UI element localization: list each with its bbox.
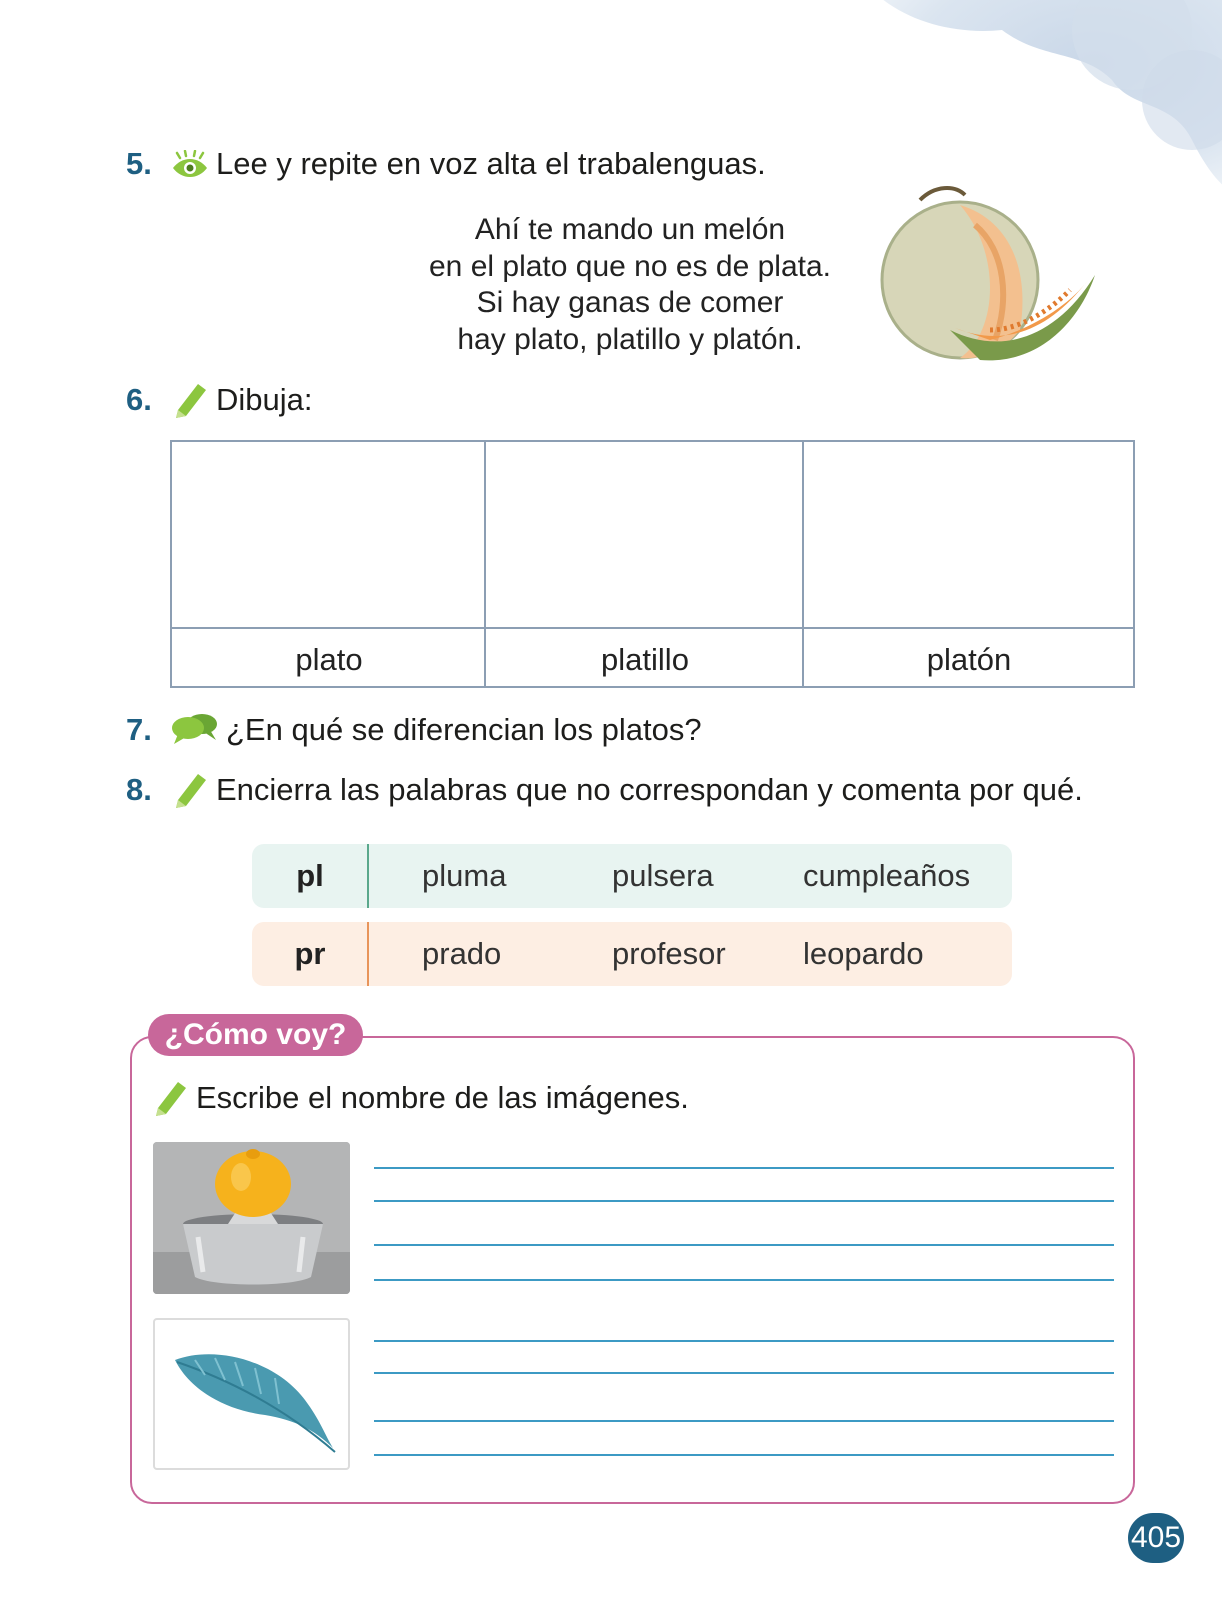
tongue-twister (400, 212, 860, 358)
page-number: 405 (1128, 1513, 1184, 1563)
word-item[interactable]: cumpleaños (803, 858, 971, 893)
label-platillo: platillo (601, 642, 689, 677)
melon-illustration (880, 180, 1120, 370)
pencil-icon (150, 1076, 190, 1116)
pencil-icon (170, 378, 210, 418)
row-key: pl (296, 858, 324, 893)
exercise-8-number: 8. (126, 772, 152, 807)
writing-line[interactable] (374, 1454, 1114, 1456)
table-divider (172, 627, 1133, 629)
exercise-6-instruction: Dibuja: (216, 382, 313, 417)
exercise-6-number: 6. (126, 382, 152, 417)
writing-line[interactable] (374, 1167, 1114, 1169)
como-voy-tag: ¿Cómo voy? (148, 1014, 363, 1056)
word-item[interactable]: pulsera (612, 858, 714, 893)
writing-line[interactable] (374, 1244, 1114, 1246)
row-key: pr (294, 936, 326, 971)
exercise-7-number: 7. (126, 712, 152, 747)
poem-line: Si hay ganas de comer (476, 286, 784, 319)
como-voy-instruction: Escribe el nombre de las imágenes. (196, 1080, 689, 1115)
juicer-lemon-image (153, 1142, 350, 1294)
writing-line[interactable] (374, 1340, 1114, 1342)
writing-line[interactable] (374, 1420, 1114, 1422)
word-item[interactable]: leopardo (803, 936, 924, 971)
row-separator (367, 844, 369, 908)
poem-line: hay plato, platillo y platón. (457, 322, 803, 356)
exercise-7-instruction: ¿En qué se diferencian los platos? (226, 712, 702, 747)
drawing-table (170, 440, 1135, 688)
exercise-5-number: 5. (126, 146, 152, 181)
word-item[interactable]: prado (422, 936, 502, 971)
row-separator (367, 922, 369, 986)
writing-line[interactable] (374, 1200, 1114, 1202)
word-item[interactable]: pluma (422, 858, 507, 893)
label-plato: plato (295, 642, 363, 677)
word-row-pl (252, 844, 1012, 908)
exercise-8-instruction: Encierra las palabras que no correspondan y comenta por qué. (216, 772, 1083, 807)
speech-bubbles-icon (170, 712, 220, 746)
word-row-pr (252, 922, 1012, 986)
eye-icon (170, 150, 210, 182)
poem-line: en el plato que no es de plata. (429, 249, 831, 283)
label-platon: platón (926, 642, 1012, 677)
poem-line: Ahí te mando un melón (474, 213, 786, 246)
writing-line[interactable] (374, 1372, 1114, 1374)
writing-line[interactable] (374, 1279, 1114, 1281)
feather-image (153, 1318, 350, 1470)
word-item[interactable]: profesor (612, 936, 726, 971)
exercise-5-instruction: Lee y repite en voz alta el trabalenguas. (216, 146, 766, 181)
pencil-icon (170, 768, 210, 808)
